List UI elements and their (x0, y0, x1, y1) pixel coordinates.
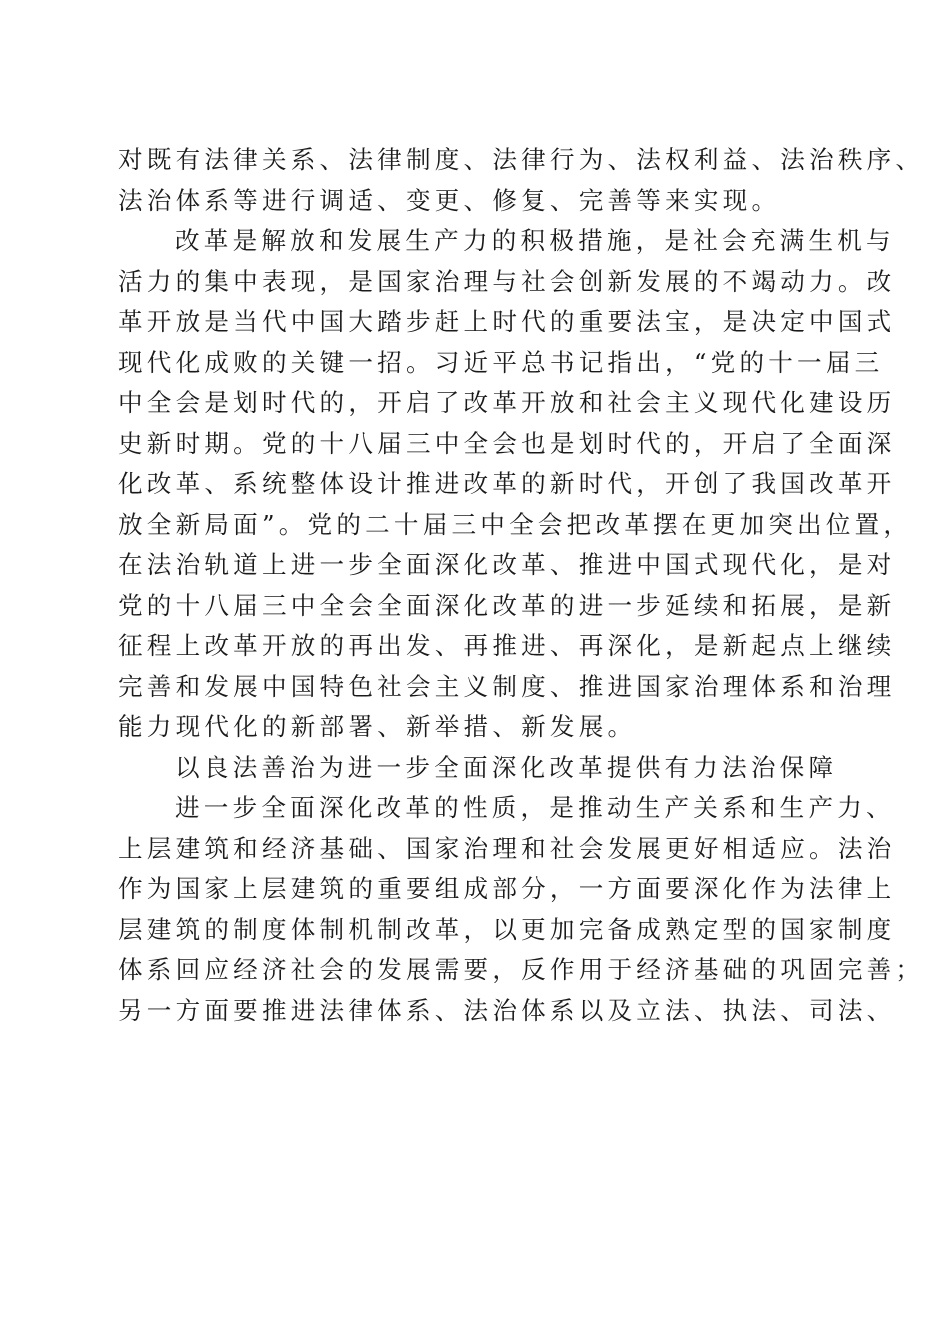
text-line: 体系回应经济社会的发展需要，反作用于经济基础的巩固完善； (118, 955, 925, 984)
text-line: 另一方面要推进法律体系、法治体系以及立法、执法、司法、 (118, 995, 896, 1025)
section-heading (118, 748, 838, 789)
text-line: 对既有法律关系、法律制度、法律行为、法权利益、法治秩序、 (118, 145, 925, 174)
text-line: 法治体系等进行调适、变更、修复、完善等来实现。 (118, 185, 781, 215)
text-line: 史新时期。党的十八届三中全会也是划时代的，开启了全面深 (118, 428, 896, 458)
text-line: 现代化成败的关键一招。习近平总书记指出，“党的十一届三 (118, 347, 884, 377)
text-line: 党的十八届三中全会全面深化改革的进一步延续和拓展，是新 (118, 590, 896, 620)
text-line: 作为国家上层建筑的重要组成部分，一方面要深化作为法律上 (118, 874, 896, 903)
paragraph-reform (118, 221, 913, 748)
text-line: 放全新局面”。党的二十届三中全会把改革摆在更加突出位置， (118, 509, 913, 539)
text-line: 活力的集中表现，是国家治理与社会创新发展的不竭动力。改 (118, 266, 896, 296)
text-line: 能力现代化的新部署、新举措、新发展。 (118, 712, 637, 741)
text-line: 上层建筑和经济基础、国家治理和社会发展更好相适应。法治 (118, 833, 896, 863)
text-line: 层建筑的制度体制机制改革，以更加完备成熟定型的国家制度 (118, 914, 896, 944)
text-line: 改革是解放和发展生产力的积极措施，是社会充满生机与 (175, 226, 895, 255)
section-heading-text: 以良法善治为进一步全面深化改革提供有力法治保障 (175, 752, 838, 782)
text-line: 进一步全面深化改革的性质，是推动生产关系和生产力、 (175, 793, 895, 822)
paragraph-continuation (118, 140, 925, 221)
text-line: 中全会是划时代的，开启了改革开放和社会主义现代化建设历 (118, 388, 896, 417)
text-line: 完善和发展中国特色社会主义制度、推进国家治理体系和治理 (118, 671, 896, 701)
paragraph-deepen-reform (118, 788, 925, 1031)
document-body (118, 140, 925, 1031)
text-line: 在法治轨道上进一步全面深化改革、推进中国式现代化，是对 (118, 550, 896, 579)
text-line: 化改革、系统整体设计推进改革的新时代，开创了我国改革开 (118, 469, 896, 498)
text-line: 革开放是当代中国大踏步赶上时代的重要法宝，是决定中国式 (118, 307, 896, 336)
text-line: 征程上改革开放的再出发、再推进、再深化，是新起点上继续 (118, 631, 896, 660)
